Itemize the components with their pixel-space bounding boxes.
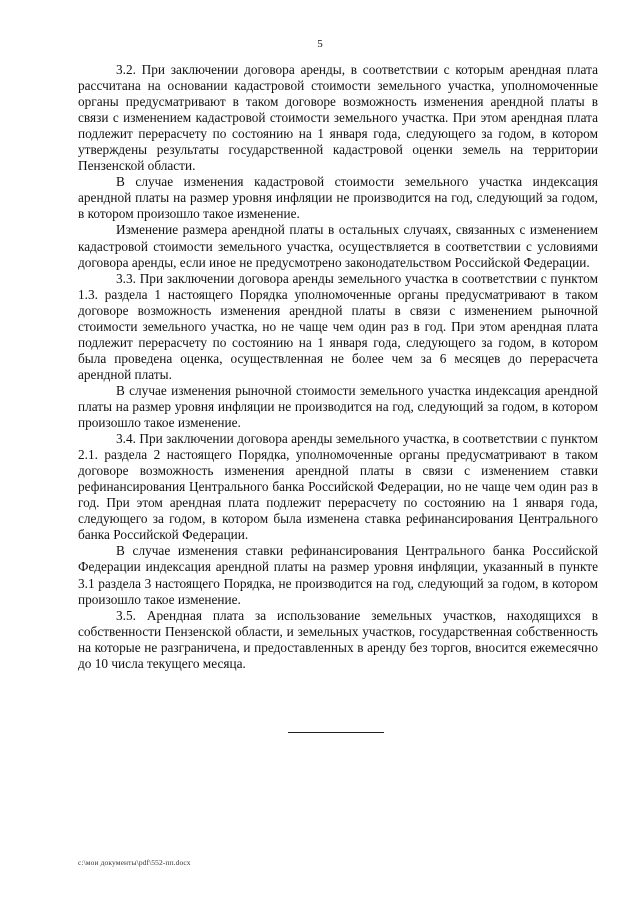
- paragraph-3-2: 3.2. При заключении договора аренды, в соответствии с которым арендная плата рассчитана на основании кадастровой стоимости земельного участка, уполномоченные органы предусматривают в таком договоре возможность изменения арендной платы в связи с изменением кадастровой стоимости земельного участка. При этом арендная плата подлежит перерасчету по состоянию на 1 января года, следующего за годом, в котором утверждены результаты государственной кадастровой оценки земель на территории Пензенской области.: [78, 62, 598, 174]
- paragraph-3-4-rate-change: В случае изменения ставки рефинансирования Центрального банка Российской Федерации индексация арендной платы на размер уровня инфляции, указанный в пункте 3.1 раздела 3 настоящего Порядка, не производится на год, следующий за годом, в котором произошло такое изменение.: [78, 543, 598, 607]
- paragraph-3-3: 3.3. При заключении договора аренды земельного участка в соответствии с пунктом 1.3. раздела 1 настоящего Порядка уполномоченные органы предусматривают в таком договоре возможность изменения арендной платы в связи с изменением рыночной стоимости земельного участка, но не чаще чем один раз в год. При этом арендная плата подлежит перерасчету по состоянию на 1 января года, следующего за годом, в котором была проведена оценка, осуществленная не более чем за 6 месяцев до перерасчета арендной платы.: [78, 270, 598, 382]
- document-body: [78, 62, 598, 672]
- end-of-text-rule: [288, 732, 384, 733]
- paragraph-3-4: 3.4. При заключении договора аренды земельного участка, в соответствии с пунктом 2.1. раздела 2 настоящего Порядка, уполномоченные органы предусматривают в таком договоре возможность изменения арендной платы в связи с изменением ставки рефинансирования Центрального банка Российской Федерации, но не чаще чем один раз в год. При этом арендная плата подлежит перерасчету по состоянию на 1 января года, следующего за годом, в котором была изменена ставка рефинансирования Центрального банка Российской Федерации.: [78, 431, 598, 543]
- page-number: 5: [317, 38, 323, 50]
- paragraph-3-2-other-cases: Изменение размера арендной платы в остальных случаях, связанных с изменением кадастровой стоимости земельного участка, осуществляется в соответствии с условиями договора аренды, если иное не предусмотрено законодательством Российской Федерации.: [78, 222, 598, 270]
- paragraph-3-3-market-change: В случае изменения рыночной стоимости земельного участка индексация арендной платы на размер уровня инфляции не производится на год, следующий за годом, в котором произошло такое изменение.: [78, 382, 598, 431]
- file-path-footer: c:\мои документы\pdf\552-пп.docx: [78, 858, 191, 867]
- paragraph-3-5: 3.5. Арендная плата за использование земельных участков, находящихся в собственности Пензенской области, и земельных участков, государственная собственность на которые не разграничена, и предоставленных в аренду без торгов, вносится ежемесячно до 10 числа текущего месяца.: [78, 607, 598, 671]
- paragraph-3-2-cadastral-change: В случае изменения кадастровой стоимости земельного участка индексация арендной платы на размер уровня инфляции не производится на год, следующий за годом, в котором произошло такое изменение.: [78, 174, 598, 222]
